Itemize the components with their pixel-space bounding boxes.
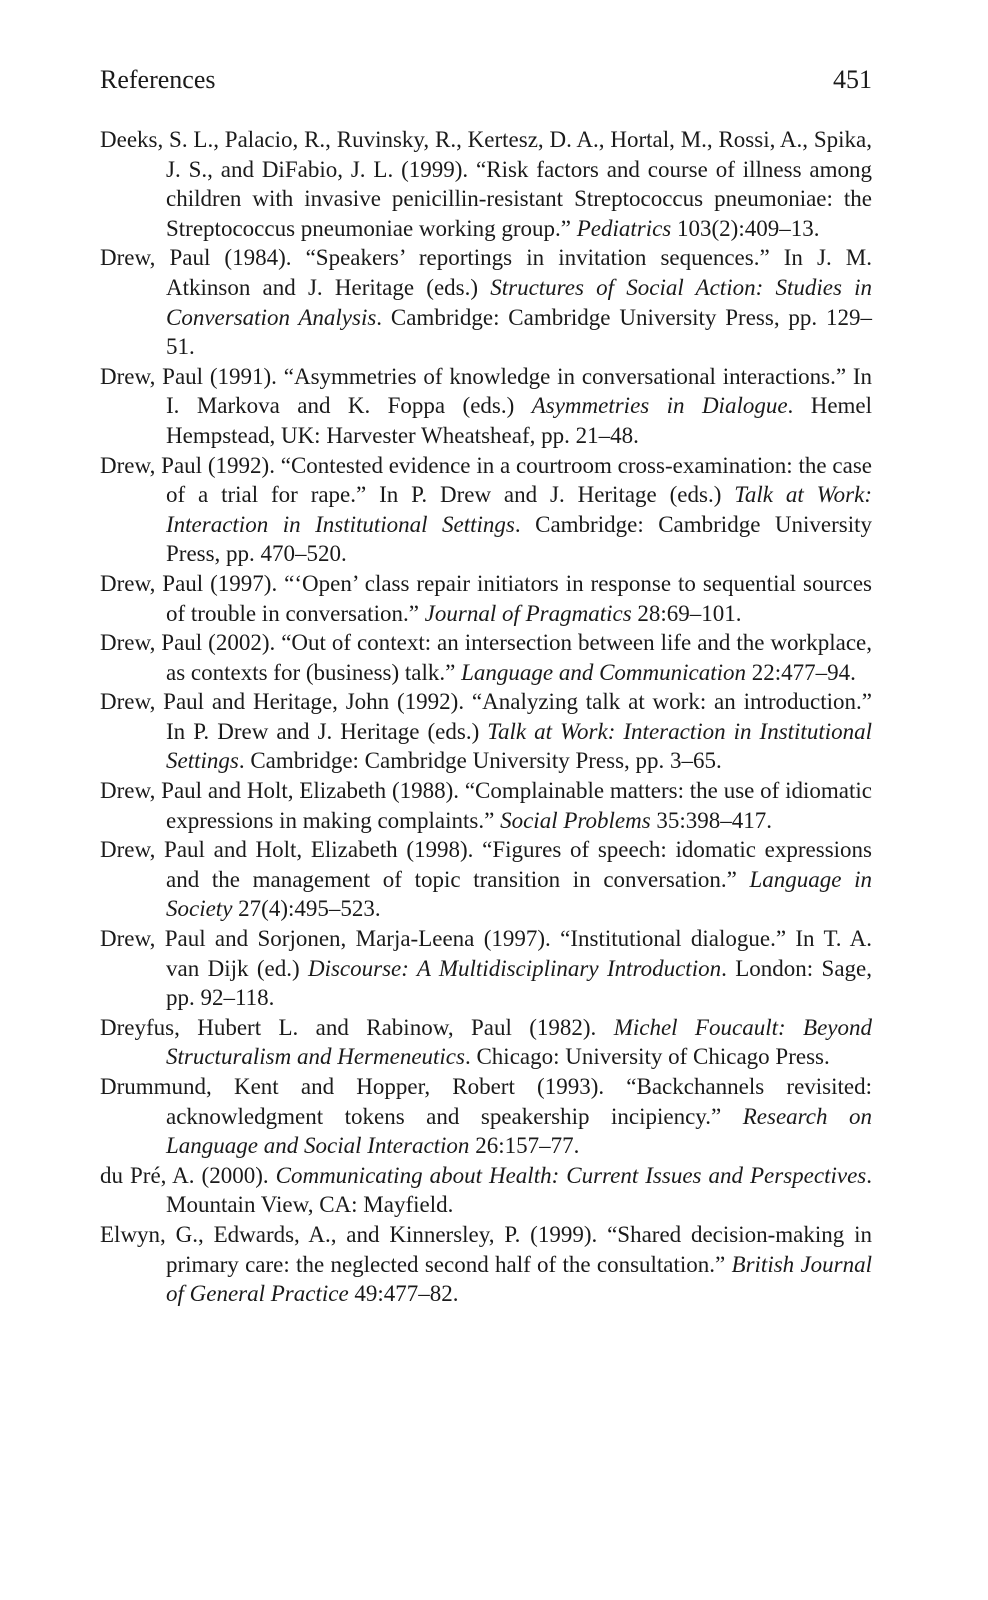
reference-entry: [100, 1161, 872, 1220]
reference-entry: [100, 243, 872, 361]
reference-source-title: Structures of Social Action: Studies in Conversation Analysis: [166, 274, 872, 330]
reference-citation-details: 103(2):409–13.: [671, 215, 820, 241]
reference-citation-details: 27(4):495–523.: [232, 896, 381, 922]
reference-entry: [100, 687, 872, 776]
reference-source-title: Michel Foucault: Beyond Structuralism and Hermeneutics: [166, 1014, 872, 1070]
reference-text: Drew, Paul (1991). “Asymmetries of knowledge in conversational interactions.” In I. Markova and K. Foppa (eds.): [100, 363, 872, 419]
reference-citation-details: 35:398–417.: [650, 807, 773, 833]
reference-entry: [100, 451, 872, 569]
page-number: 451: [833, 65, 872, 94]
reference-citation-details: 22:477–94.: [746, 659, 856, 685]
reference-entry: [100, 125, 872, 243]
reference-text: Drew, Paul and Holt, Elizabeth (1988). “Complainable matters: the use of idiomatic expressions in making complaints.”: [100, 778, 872, 833]
reference-entry: [100, 1013, 872, 1072]
running-head: [100, 62, 872, 98]
reference-text: Drew, Paul and Heritage, John (1992). “Analyzing talk at work: an introduction.” In P. Drew and J. Heritage (eds.): [100, 689, 872, 744]
section-title: References: [100, 65, 216, 94]
reference-entry: [100, 1220, 872, 1309]
reference-source-title: Language in Society: [166, 866, 872, 922]
reference-source-title: Journal of Pragmatics: [424, 600, 632, 626]
reference-list: [100, 125, 872, 1309]
reference-source-title: Talk at Work: Interaction in Institutional Settings: [166, 718, 872, 774]
reference-citation-details: . Hemel Hempstead, UK: Harvester Wheatsheaf, pp. 21–48.: [166, 393, 873, 448]
reference-source-title: Asymmetries in Dialogue: [531, 393, 788, 419]
reference-citation-details: . Cambridge: Cambridge University Press, pp. 470–520.: [166, 511, 873, 567]
reference-source-title: Talk at Work: Interaction in Institutional Settings: [166, 482, 872, 537]
reference-entry: [100, 362, 872, 451]
reference-source-title: Social Problems: [500, 807, 651, 833]
reference-source-title: Pediatrics: [576, 215, 672, 241]
reference-text: Drummund, Kent and Hopper, Robert (1993). “Backchannels revisited: acknowledgment tokens and speakership incipiency.”: [100, 1074, 872, 1129]
reference-citation-details: . Cambridge: Cambridge University Press, pp. 129–51.: [166, 304, 872, 360]
reference-citation-details: 26:157–77.: [469, 1133, 580, 1159]
reference-entry: [100, 924, 872, 1013]
reference-text: Elwyn, G., Edwards, A., and Kinnersley, P. (1999). “Shared decision-making in primary care: the neglected second half of the consultation.”: [100, 1221, 872, 1277]
reference-text: Drew, Paul and Sorjonen, Marja-Leena (1997). “Institutional dialogue.” In T. A. van Dijk (ed.): [100, 926, 872, 981]
reference-citation-details: 28:69–101.: [631, 600, 742, 626]
reference-text: Drew, Paul (1984). “Speakers’ reportings in invitation sequences.” In J. M. Atkinson and J. Heritage (eds.): [100, 245, 872, 300]
reference-citation-details: 49:477–82.: [348, 1281, 459, 1307]
reference-source-title: Language and Communication: [461, 659, 747, 685]
reference-text: Drew, Paul (2002). “Out of context: an intersection between life and the workplace, as contexts for (business) talk.”: [100, 630, 872, 685]
reference-text: Drew, Paul (1992). “Contested evidence in a courtroom cross-examination: the case of a trial for rape.” In P. Drew and J. Heritage (eds.): [100, 452, 872, 508]
reference-source-title: British Journal of General Practice: [166, 1251, 873, 1307]
reference-text: Drew, Paul and Holt, Elizabeth (1998). “Figures of speech: idomatic expressions and the management of topic transition in conversation.”: [100, 837, 872, 892]
reference-citation-details: . London: Sage, pp. 92–118.: [166, 955, 872, 1011]
reference-text: du Pré, A. (2000).: [100, 1162, 276, 1188]
reference-entry: [100, 776, 872, 835]
reference-entry: [100, 628, 872, 687]
reference-entry: [100, 835, 872, 924]
reference-source-title: Research on Language and Social Interaction: [166, 1103, 872, 1159]
reference-source-title: Communicating about Health: Current Issues and Perspectives: [275, 1162, 867, 1188]
reference-citation-details: . Mountain View, CA: Mayfield.: [166, 1162, 872, 1218]
reference-text: Drew, Paul (1997). “‘Open’ class repair initiators in response to sequential sources of trouble in conversation.”: [100, 570, 872, 626]
reference-citation-details: . Chicago: University of Chicago Press.: [464, 1044, 830, 1070]
reference-text: Dreyfus, Hubert L. and Rabinow, Paul (1982).: [100, 1014, 614, 1040]
reference-source-title: Discourse: A Multidisciplinary Introduction: [307, 955, 722, 981]
reference-text: Deeks, S. L., Palacio, R., Ruvinsky, R., Kertesz, D. A., Hortal, M., Rossi, A., Spika, J. S., and DiFabio, J. L. (1999). “Risk factors and course of illness among children with invasive penicillin-resistant Streptococcus pneumoniae: the Streptococcus pneumoniae working group.”: [100, 127, 872, 241]
reference-entry: [100, 569, 872, 628]
reference-entry: [100, 1072, 872, 1161]
reference-citation-details: . Cambridge: Cambridge University Press, pp. 3–65.: [238, 748, 722, 774]
